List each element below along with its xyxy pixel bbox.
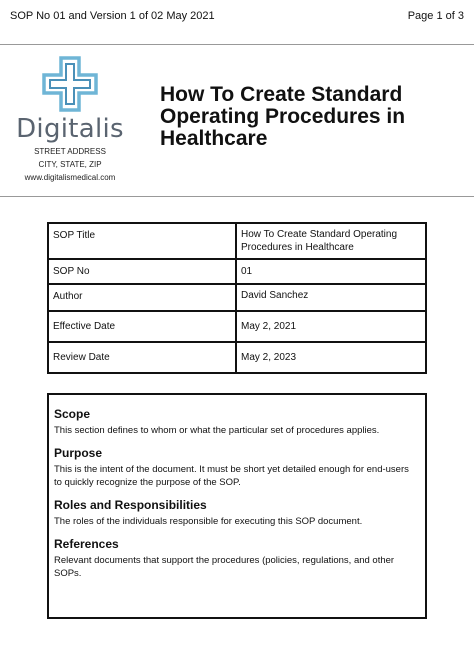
address-line1: STREET ADDRESS xyxy=(34,147,106,156)
sop-no-label: SOP No xyxy=(48,259,236,284)
sop-sections-box xyxy=(47,393,427,619)
review-date-value: May 2, 2023 xyxy=(236,342,426,373)
sop-info-table xyxy=(47,222,427,374)
sop-no-value: 01 xyxy=(236,259,426,284)
section-divider xyxy=(0,196,474,197)
company-logo xyxy=(10,56,130,183)
header-page-number: Page 1 of 3 xyxy=(407,10,464,22)
header-sop-version: SOP No 01 and Version 1 of 02 May 2021 xyxy=(10,10,215,22)
references-body: Relevant documents that support the procedures (policies, regulations, and other SOPs. xyxy=(54,555,395,579)
scope-heading: Scope xyxy=(54,407,91,421)
scope-body: This section defines to whom or what the particular set of procedures applies. xyxy=(54,425,380,436)
table-row xyxy=(48,284,426,311)
medical-cross-icon xyxy=(42,56,98,112)
brand-name: Digitalis xyxy=(16,114,124,144)
table-row xyxy=(48,342,426,373)
sop-title-value: How To Create Standard Operating Procedures in Healthcare xyxy=(236,223,426,259)
references-heading: References xyxy=(54,537,119,551)
header-divider xyxy=(0,44,474,45)
roles-heading: Roles and Responsibilities xyxy=(54,498,207,512)
review-date-label: Review Date xyxy=(48,342,236,373)
roles-body: The roles of the individuals responsible for executing this SOP document. xyxy=(54,516,363,527)
address-line2: CITY, STATE, ZIP xyxy=(38,160,102,169)
author-label: Author xyxy=(48,284,236,311)
effective-date-label: Effective Date xyxy=(48,311,236,342)
website-link[interactable]: www.digitalismedical.com xyxy=(24,173,116,182)
document-title: How To Create Standard Operating Procedures in Healthcare xyxy=(160,83,406,150)
author-value: David Sanchez xyxy=(236,284,426,311)
table-row xyxy=(48,311,426,342)
effective-date-value: May 2, 2021 xyxy=(236,311,426,342)
table-row xyxy=(48,223,426,259)
sop-title-label: SOP Title xyxy=(48,223,236,259)
purpose-body: This is the intent of the document. It must be short yet detailed enough for end-users to quickly recognize the purpose of the SOP. xyxy=(54,464,409,488)
purpose-heading: Purpose xyxy=(54,446,103,460)
table-row xyxy=(48,259,426,284)
